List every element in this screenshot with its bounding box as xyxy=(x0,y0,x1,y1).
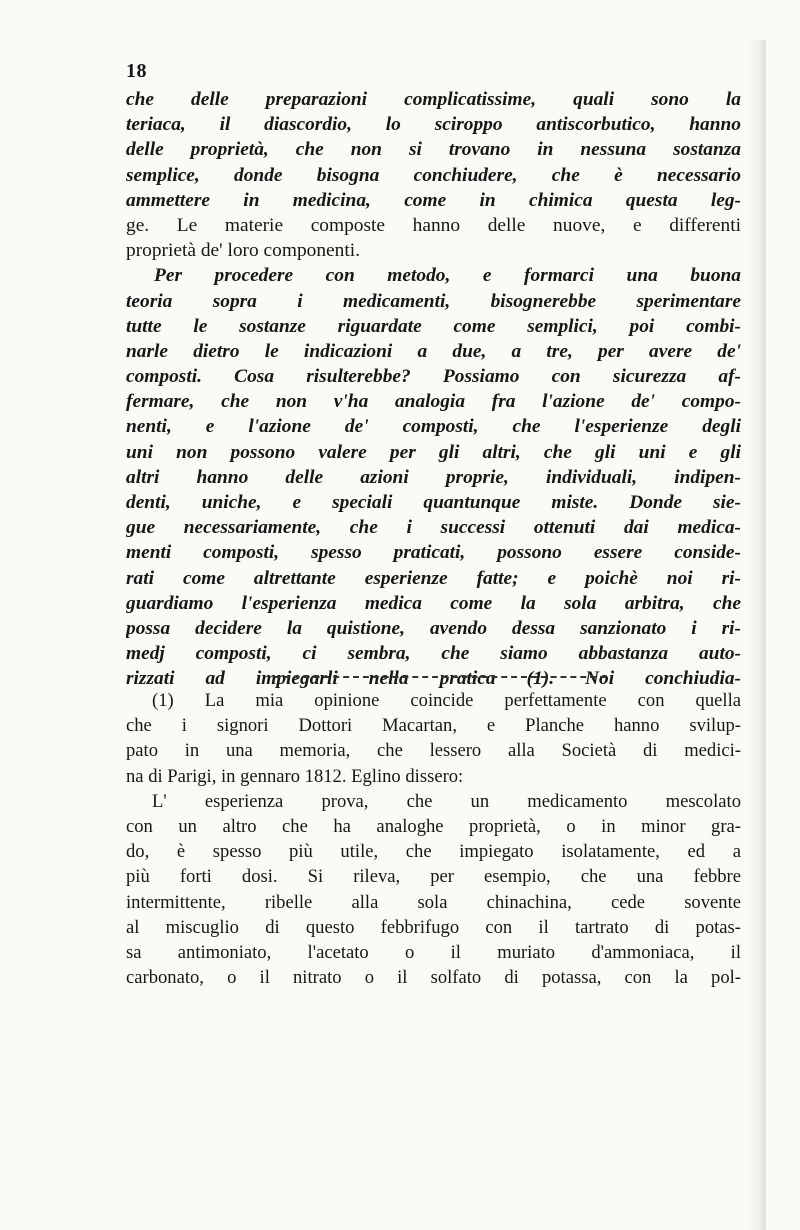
text-line: uni non possono valere per gli altri, che gli uni e gli xyxy=(126,441,741,463)
footnote-separator xyxy=(274,676,606,678)
footnote-line: do, è spesso più utile, che impiegato isolatamente, ed a xyxy=(126,841,741,863)
text-line: fermare, che non v'ha analogia fra l'azione de' compo- xyxy=(126,391,741,413)
page-edge-shadow xyxy=(746,40,766,1230)
footnote-line: sa antimoniato, l'acetato o il muriato d'ammoniaca, il xyxy=(126,941,741,963)
text-line: che delle preparazioni complicatissime, quali sono la xyxy=(126,89,741,110)
footnote-line: intermittente, ribelle alla sola chinachina, cede sovente xyxy=(126,891,741,913)
text-line: denti, uniche, e speciali quantunque miste. Donde sie- xyxy=(126,492,741,513)
text-line: gue necessariamente, che i successi ottenuti dai medica- xyxy=(126,517,741,539)
text-line: ge. Le materie composte hanno delle nuove, e differenti xyxy=(126,214,741,236)
text-line: proprietà de' loro componenti. xyxy=(126,240,360,262)
footnote-line: che i signori Dottori Macartan, e Planche hanno svilup- xyxy=(126,715,741,737)
text-line: semplice, donde bisogna conchiudere, che è necessario xyxy=(126,164,741,186)
footnote-line: pato in una memoria, che lessero alla Società di medici- xyxy=(126,740,741,762)
text-line: menti composti, spesso praticati, possono essere conside- xyxy=(126,542,741,564)
text-line: medj composti, ci sembra, che siamo abbastanza auto- xyxy=(126,643,741,665)
page-number: 18 xyxy=(126,60,147,82)
footnote-line: na di Parigi, in gennaro 1812. Eglino dissero: xyxy=(126,765,464,787)
text-line: composti. Cosa risulterebbe? Possiamo con sicurezza af- xyxy=(126,366,741,388)
text-line: altri hanno delle azioni proprie, individuali, indipen- xyxy=(126,466,741,488)
footnote-line: con un altro che ha analoghe proprietà, o in minor gra- xyxy=(126,815,741,837)
text-line: teoria sopra i medicamenti, bisognerebbe sperimentare xyxy=(126,290,741,312)
footnote-block xyxy=(126,688,741,990)
footnote-line: L' esperienza prova, che un medicamento mescolato xyxy=(152,790,741,812)
text-line: tutte le sostanze riguardate come semplici, poi combi- xyxy=(126,315,741,337)
footnote-line: (1) La mia opinione coincide perfettamente con quella xyxy=(152,690,741,711)
footnote-line: carbonato, o il nitrato o il solfato di potassa, con la pol- xyxy=(126,967,741,989)
text-line: narle dietro le indicazioni a due, a tre, per avere de' xyxy=(126,340,741,362)
main-text-block xyxy=(126,87,741,692)
footnote-line: più forti dosi. Si rileva, per esempio, che una febbre xyxy=(126,866,741,888)
text-line: rizzati ad impiegarli nella pratica (1). Noi conchiudia- xyxy=(126,668,741,690)
text-line: possa decidere la quistione, avendo dessa sanzionato i ri- xyxy=(126,617,741,639)
footnote-line: al miscuglio di questo febbrifugo con il tartrato di potas- xyxy=(126,916,741,938)
text-line: ammettere in medicina, come in chimica questa leg- xyxy=(126,189,741,211)
text-line: rati come altrettante esperienze fatte; e poichè noi ri- xyxy=(126,567,741,589)
text-line: guardiamo l'esperienza medica come la sola arbitra, che xyxy=(126,592,741,614)
text-line: Per procedere con metodo, e formarci una buona xyxy=(154,265,741,287)
text-line: nenti, e l'azione de' composti, che l'esperienze degli xyxy=(126,416,741,438)
text-line: teriaca, il diascordio, lo sciroppo antiscorbutico, hanno xyxy=(126,114,741,136)
text-line: delle proprietà, che non si trovano in nessuna sostanza xyxy=(126,139,741,161)
